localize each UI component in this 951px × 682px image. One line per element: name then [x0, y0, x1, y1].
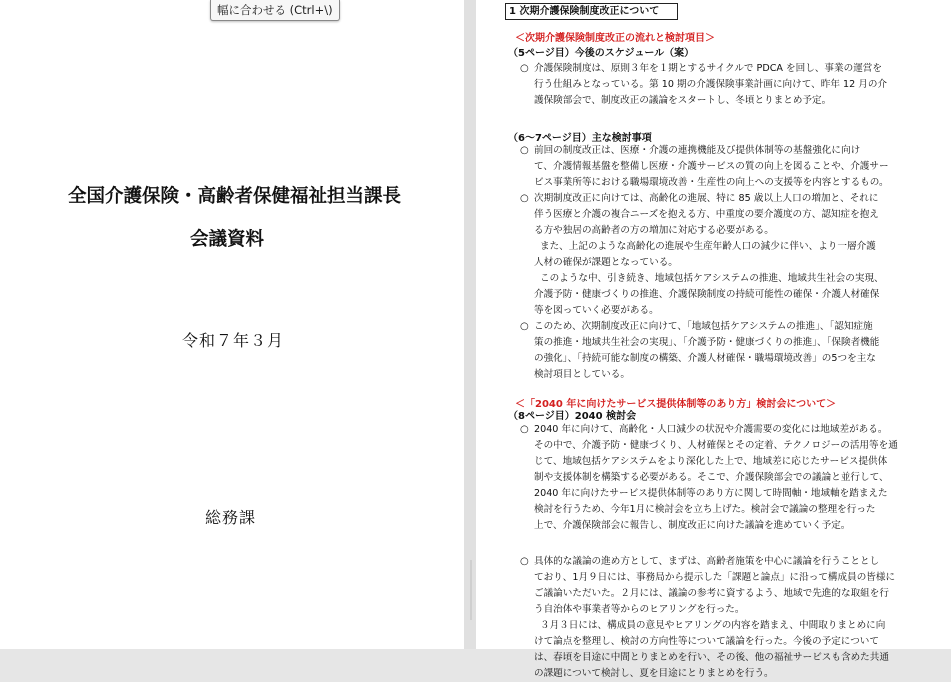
body-text-line: 次期制度改正に向けては、高齢化の進展、特に 85 歳以上人口の増加と、それに — [534, 193, 879, 204]
body-text-line: 制や支援体制を構築する必要がある。そこで、介護保険部会での議論と並行して、 — [534, 472, 889, 483]
body-text-line: じて、地域包括ケアシステムをより深化した上で、地域差に応じたサービス提供体 — [534, 456, 888, 467]
body-text-line: 人材の確保が課題となっている。 — [534, 257, 678, 268]
left-page — [0, 0, 464, 649]
body-text-line: ており、1月９日には、事務局から提示した「課題と論点」に沿って構成員の皆様に — [534, 572, 896, 583]
fit-width-tooltip[interactable]: 幅に合わせる (Ctrl+\) — [210, 0, 340, 21]
body-text-line: また、上記のような高齢化の進展や生産年齢人口の減少に伴い、より一層介護 — [540, 241, 876, 252]
body-text-line: 介護予防・健康づくりの推進、介護保険制度の持続可能性の確保・介護人材確保 — [534, 289, 880, 300]
body-text-line: 護保険部会で、制度改正の議論をスタートし、冬頃とりまとめ予定。 — [534, 95, 832, 106]
body-text-line: の課題について検討し、夏を目途にとりまとめを行う。 — [534, 668, 774, 679]
body-text-line: 介護保険制度は、原則３年を１期とするサイクルで PDCA を回し、事業の運営を — [534, 63, 882, 74]
cover-department: 総務課 — [205, 508, 257, 527]
bullet-icon: ○ — [520, 63, 529, 74]
body-text-line: は、春頃を目途に中間とりまとめを行い、その後、他の福祉サービスも含めた共通 — [534, 652, 889, 663]
body-text-line: 検討を行うため、今年1月に検討会を立ち上げた。検討会で議論の整理を行った — [534, 504, 876, 515]
body-text-line: ご議論いただいた。２月には、議論の参考に資するよう、地域で先進的な取組を行 — [534, 588, 889, 599]
bullet-icon: ○ — [520, 145, 529, 156]
cover-date: 令和７年３月 — [182, 331, 285, 350]
body-text-line: このような中、引き続き、地域包括ケアシステムの推進、地域共生社会の実現、 — [540, 273, 884, 284]
subheading: （5ページ目）今後のスケジュール（案） — [508, 48, 695, 59]
bullet-icon: ○ — [520, 424, 529, 435]
body-text-line: このため、次期制度改正に向けて、「地域包括ケアシステムの推進」、「認知症施 — [534, 321, 873, 332]
body-text-line: 具体的な議論の進め方として、まずは、高齢者施策を中心に議論を行うこととし — [534, 556, 880, 567]
cover-title-line2: 会議資料 — [190, 229, 265, 250]
bullet-icon: ○ — [520, 321, 529, 332]
body-text-line: 2040 年に向けて、高齢化・人口減少の状況や介護需要の変化には地域差がある。 — [534, 424, 888, 435]
section-title: 1 次期介護保険制度改正について — [505, 3, 678, 20]
body-text-line: の強化」、「持続可能な制度の構築、介護人材確保・職場環境改善」の5つを主な — [534, 353, 876, 364]
body-text-line: ３月３日には、構成員の意見やヒアリングの内容を踏まえ、中間取りまとめに向 — [540, 620, 886, 631]
scroll-mark — [470, 560, 472, 620]
page-gutter — [464, 0, 476, 649]
body-text-line: 前回の制度改正は、医療・介護の連携機能及び提供体制等の基盤強化に向け — [534, 145, 861, 156]
body-text-line: その中で、介護予防・健康づくり、人材確保とその定着、テクノロジーの活用等を通 — [534, 440, 898, 451]
bullet-icon: ○ — [520, 193, 529, 204]
body-text-line: ビス事業所等における職場環境改善・生産性の向上への支援等を内容とするもの。 — [534, 177, 889, 188]
body-text-line: う自治体や事業者等からのヒアリングを行った。 — [534, 604, 745, 615]
cover-title-line1: 全国介護保険・高齢者保健福祉担当課長 — [68, 186, 402, 207]
body-text-line: 伴う医療と介護の複合ニーズを抱える方、中重度の要介護度の方、認知症を抱え — [534, 209, 879, 220]
body-text-line: て、介護情報基盤を整備し医療・介護サービスの質の向上を図ることや、介護サー — [534, 161, 889, 172]
section-heading-red: ＜次期介護保険制度改正の流れと検討項目＞ — [515, 33, 715, 44]
bullet-icon: ○ — [520, 556, 529, 567]
body-text-line: けて論点を整理し、検討の方向性等について議論を行った。今後の予定について — [534, 636, 879, 647]
subheading: （8ページ目）2040 検討会 — [508, 411, 637, 422]
subheading: （6～7ページ目）主な検討事項 — [508, 133, 652, 144]
body-text-line: 策の推進・地域共生社会の実現」、「介護予防・健康づくりの推進」、「保険者機能 — [534, 337, 880, 348]
body-text-line: る方や独居の高齢者の方の増加に対応する必要がある。 — [534, 225, 774, 236]
body-text-line: 等を図っていく必要がある。 — [534, 305, 659, 316]
section-heading-red: ＜「2040 年に向けたサービス提供体制等のあり方」検討会について＞ — [515, 399, 837, 410]
body-text-line: 2040 年に向けたサービス提供体制等のあり方に関して時間軸・地域軸を踏まえた — [534, 488, 888, 499]
body-text-line: 上で、介護保険部会に報告し、制度改正に向けた議論を進めていく予定。 — [534, 520, 851, 531]
body-text-line: 行う仕組みとなっている。第 10 期の介護保険事業計画に向けて、昨年 12 月の介 — [534, 79, 888, 90]
body-text-line: 検討項目としている。 — [534, 369, 630, 380]
